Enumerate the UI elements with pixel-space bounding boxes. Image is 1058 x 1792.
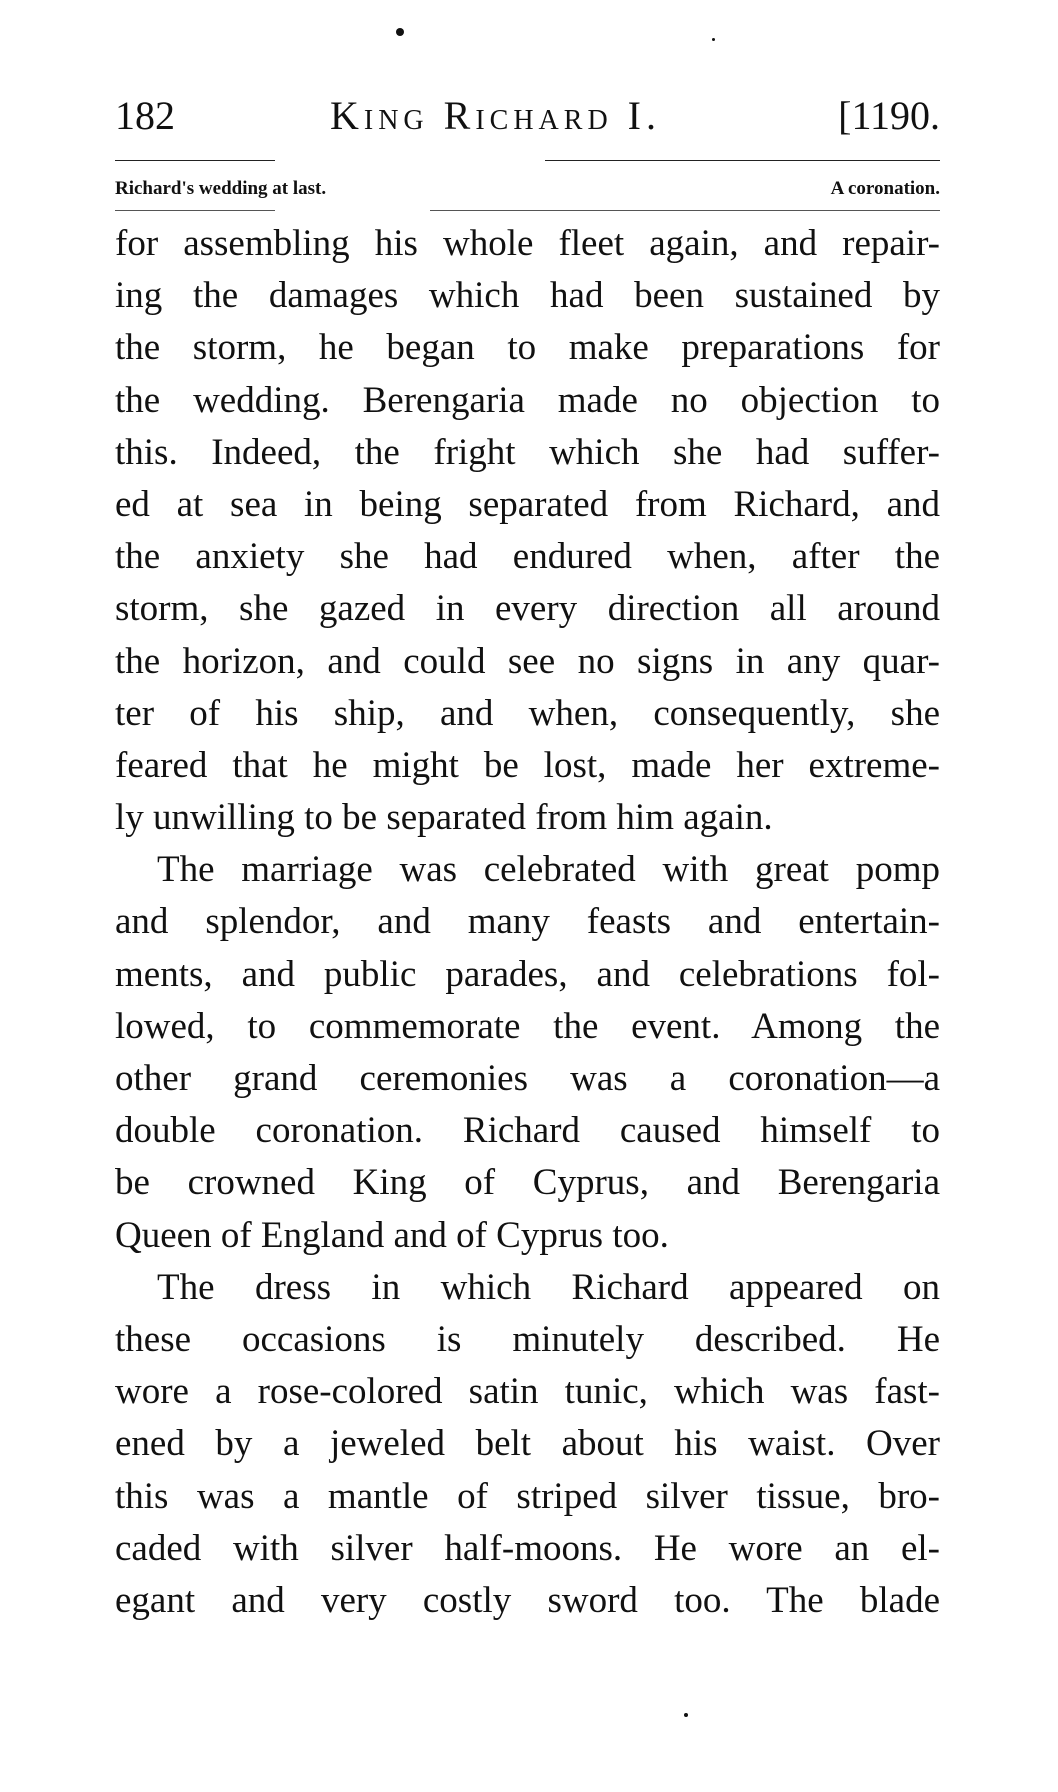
text-line: the storm, he began to make preparations for <box>115 327 940 369</box>
text-line: feared that he might be lost, made her extreme- <box>115 744 940 786</box>
text-line: ter of his ship, and when, consequently, she <box>115 692 940 734</box>
running-title: King Richard I. <box>330 93 661 138</box>
side-heading-right: A coronation. <box>830 178 940 199</box>
text-line: this was a mantle of striped silver tissue, bro- <box>115 1475 940 1517</box>
text-line: ly unwilling to be separated from him again. <box>115 797 773 839</box>
subhead-rule-left <box>115 210 275 211</box>
text-line: other grand ceremonies was a coronation—a <box>115 1058 940 1099</box>
text-line: double coronation. Richard caused himself to <box>115 1110 940 1152</box>
text-line: storm, she gazed in every direction all around <box>115 588 940 630</box>
side-heading-left: Richard's wedding at last. <box>115 178 327 199</box>
text-line: the wedding. Berengaria made no objection to <box>115 379 940 421</box>
text-line: Queen of England and of Cyprus too. <box>115 1214 669 1256</box>
body-text <box>115 218 940 1627</box>
page-number: 182 <box>115 93 175 138</box>
text-line: the anxiety she had endured when, after the <box>115 536 940 578</box>
text-line: ing the damages which had been sustained by <box>115 275 940 317</box>
year-marker: [1190. <box>838 93 940 138</box>
text-line: caded with silver half-moons. He wore an el- <box>115 1527 940 1569</box>
text-line: be crowned King of Cyprus, and Berengaria <box>115 1162 940 1204</box>
ink-speck <box>396 28 404 36</box>
running-header <box>115 92 940 148</box>
text-line: ed at sea in being separated from Richard, and <box>115 483 940 525</box>
text-line: egant and very costly sword too. The blade <box>115 1579 940 1621</box>
text-line: and splendor, and many feasts and entertain- <box>115 901 940 943</box>
text-line: for assembling his whole fleet again, and repair- <box>115 223 940 264</box>
text-line: ened by a jeweled belt about his waist. Over <box>115 1423 940 1465</box>
text-line: wore a rose-colored satin tunic, which was fast- <box>115 1371 940 1413</box>
text-line: The dress in which Richard appeared on <box>157 1266 940 1308</box>
text-line: lowed, to commemorate the event. Among the <box>115 1005 940 1047</box>
text-line: ments, and public parades, and celebrations fol- <box>115 953 940 995</box>
text-line: these occasions is minutely described. He <box>115 1318 940 1360</box>
ink-speck <box>712 38 715 41</box>
text-line: this. Indeed, the fright which she had suffer- <box>115 431 940 473</box>
ink-speck <box>684 1713 688 1717</box>
text-line: The marriage was celebrated with great pomp <box>157 849 940 891</box>
text-line: the horizon, and could see no signs in any quar- <box>115 640 940 682</box>
header-rule-left <box>115 160 275 161</box>
header-rule-right <box>545 160 940 161</box>
subhead-rule-right <box>430 210 940 211</box>
